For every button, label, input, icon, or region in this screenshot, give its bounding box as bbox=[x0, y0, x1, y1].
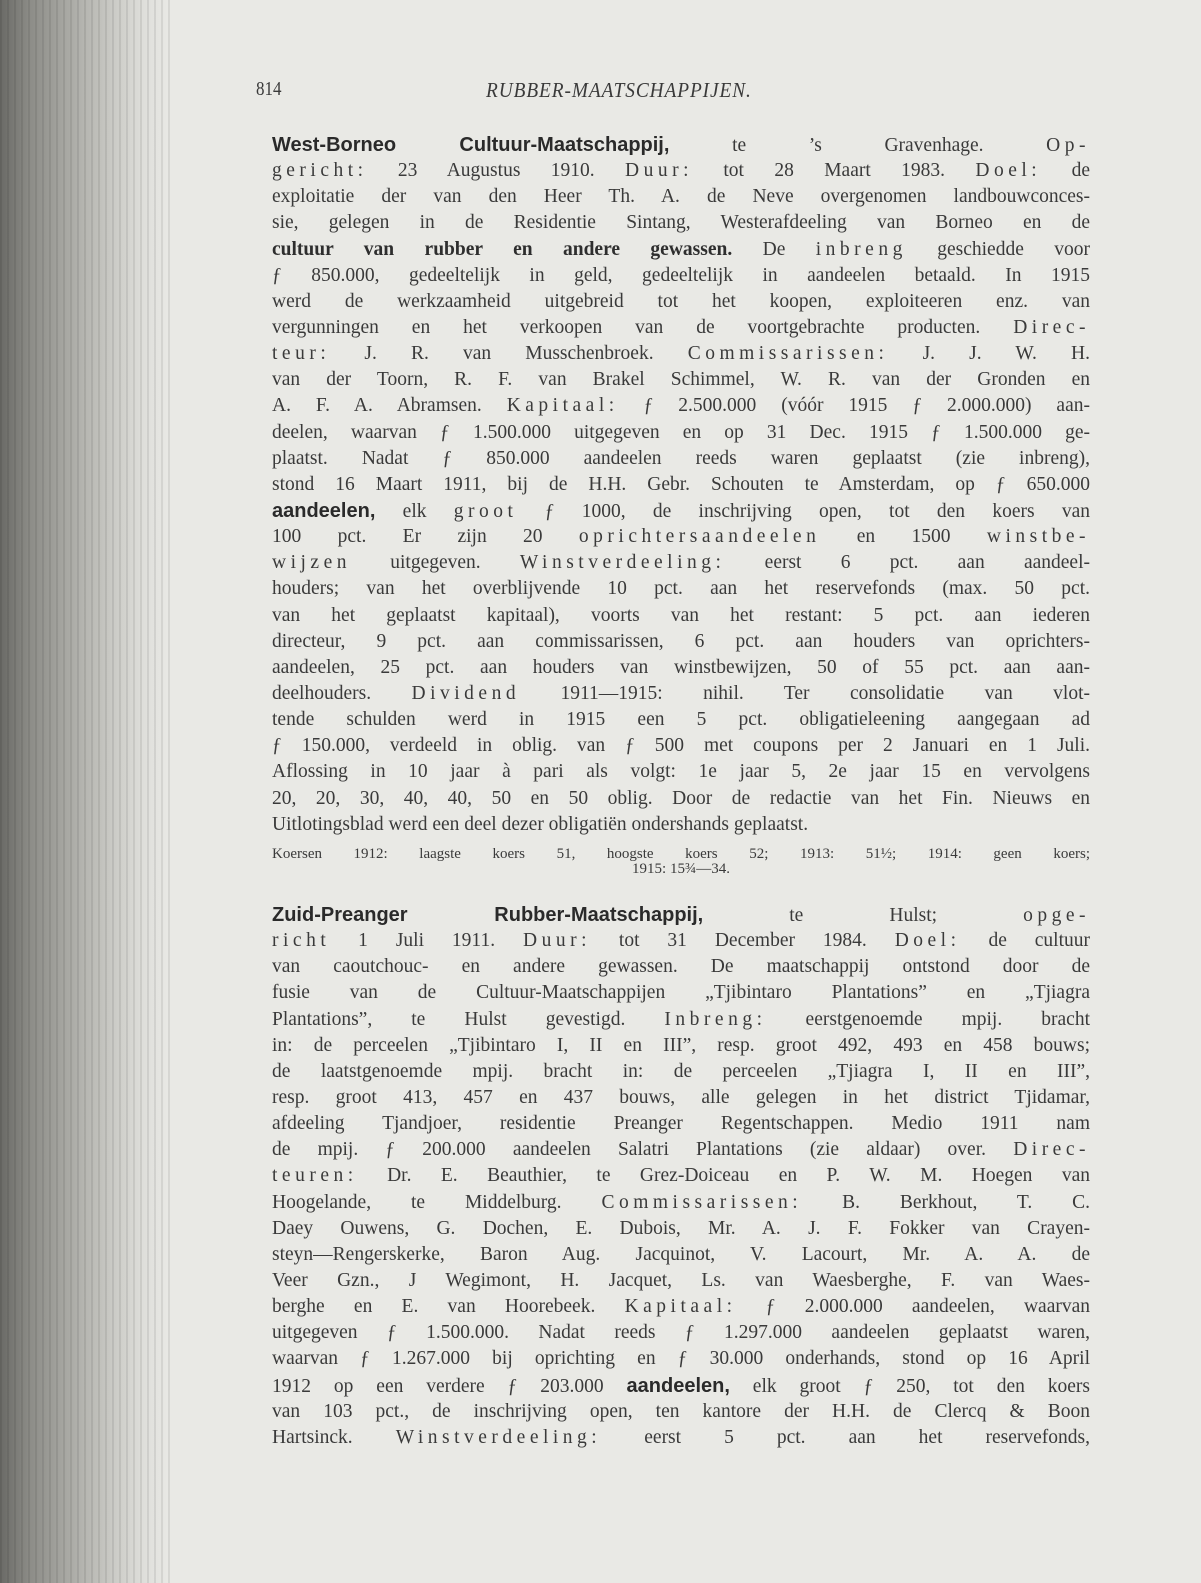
text-line bbox=[272, 1268, 1090, 1294]
text-line bbox=[272, 341, 1090, 367]
spaced-label: gericht: bbox=[272, 160, 368, 182]
text-segment: houders; van het overblijvende 10 pct. aan het reservefonds (max. 50 pct. bbox=[272, 578, 1090, 600]
text-line bbox=[272, 184, 1090, 210]
text-segment: van het geplaatst kapitaal), voorts van het restant: 5 pct. aan iederen bbox=[272, 604, 1090, 626]
text-line bbox=[272, 1216, 1090, 1242]
spaced-label: Dividend bbox=[411, 682, 521, 704]
text-segment: eerst 6 pct. aan aandeel- bbox=[725, 552, 1090, 574]
text-segment: ƒ 2.500.000 (vóór 1915 ƒ 2.000.000) aan- bbox=[618, 395, 1090, 417]
text-segment: fusie van de Cultuur-Maatschappijen „Tjibintaro Plantations” en „Tjiagra bbox=[272, 982, 1090, 1004]
text-line bbox=[272, 524, 1090, 550]
text-segment: de cultuur bbox=[960, 930, 1090, 952]
text-line bbox=[272, 707, 1090, 733]
spaced-label: Commissarissen: bbox=[601, 1191, 803, 1213]
koersen-note bbox=[272, 847, 1090, 877]
text-line bbox=[272, 954, 1090, 980]
entry-zuid-preanger bbox=[272, 902, 1090, 1451]
text-segment: B. Berkhout, T. C. bbox=[802, 1191, 1090, 1213]
text-line bbox=[272, 158, 1090, 184]
text-line bbox=[272, 681, 1090, 707]
text-line bbox=[272, 576, 1090, 602]
text-segment: te ’s Gravenhage. bbox=[669, 135, 1047, 156]
text-segment: deelhouders. bbox=[272, 682, 412, 704]
text-segment: en 1500 bbox=[820, 526, 987, 548]
text-segment: Daey Ouwens, G. Dochen, E. Dubois, Mr. A. J. F. Fokker van Crayen- bbox=[272, 1217, 1090, 1239]
text-line bbox=[272, 1320, 1090, 1346]
text-line bbox=[272, 1190, 1090, 1216]
text-line bbox=[272, 550, 1090, 576]
text-line bbox=[272, 263, 1090, 289]
text-line bbox=[272, 1033, 1090, 1059]
text-segment: resp. groot 413, 457 en 437 bouws, alle gelegen in het district Tjidamar, bbox=[272, 1086, 1090, 1108]
text-segment: Veer Gzn., J Wegimont, H. Jacquet, Ls. van Waesberghe, F. van Waes- bbox=[272, 1269, 1090, 1291]
text-segment: A. F. A. Abramsen. bbox=[272, 395, 507, 417]
spaced-label: inbreng bbox=[815, 238, 907, 260]
text-line bbox=[272, 1346, 1090, 1372]
text-segment: 20, 20, 30, 40, 40, 50 en 50 oblig. Door de redactie van het Fin. Nieuws en bbox=[272, 787, 1090, 809]
text-segment: Aflossing in 10 jaar à pari als volgt: 1e jaar 5, 2e jaar 15 en vervolgens bbox=[272, 761, 1090, 783]
text-line bbox=[272, 902, 1090, 928]
text-line bbox=[272, 928, 1090, 954]
spaced-label: Duur: bbox=[625, 160, 694, 182]
text-line bbox=[272, 1059, 1090, 1085]
text-segment: eerst 5 pct. aan het reservefonds, bbox=[601, 1426, 1091, 1448]
text-line bbox=[272, 367, 1090, 393]
text-segment: aandeelen, 25 pct. aan houders van winstbewijzen, 50 of 55 pct. aan aan- bbox=[272, 656, 1090, 678]
entry-west-borneo bbox=[272, 132, 1090, 838]
spaced-label: Kapitaal: bbox=[624, 1296, 737, 1318]
text-line bbox=[272, 210, 1090, 236]
spaced-label: teur: bbox=[272, 343, 331, 365]
spaced-label: Direc- bbox=[1013, 316, 1090, 338]
spaced-label: Commissarissen: bbox=[687, 343, 889, 365]
text-segment: Hoogelande, te Middelburg. bbox=[272, 1191, 602, 1213]
text-segment: van der Toorn, R. F. van Brakel Schimmel, W. R. van der Gronden en bbox=[272, 369, 1090, 391]
spaced-label: richt bbox=[272, 930, 331, 952]
text-segment: Plantations”, te Hulst gevestigd. bbox=[272, 1008, 665, 1030]
text-segment: van 103 pct., de inschrijving open, ten kantore der H.H. de Clercq & Boon bbox=[272, 1400, 1090, 1422]
text-segment: 1911—1915: nihil. Ter consolidatie van vlot- bbox=[520, 682, 1090, 704]
text-segment: eerstgenoemde mpij. bracht bbox=[766, 1008, 1090, 1030]
text-segment: 1 Juli 1911. bbox=[330, 930, 523, 952]
spaced-label: Doel: bbox=[975, 160, 1042, 182]
text-line bbox=[272, 812, 1090, 838]
text-line bbox=[272, 1399, 1090, 1425]
text-line bbox=[272, 498, 1090, 524]
text-segment: Uitlotingsblad werd een deel dezer obligatiën ondershands geplaatst. bbox=[272, 813, 809, 835]
text-segment: de mpij. ƒ 200.000 aandeelen Salatri Plantations (zie aldaar) over. bbox=[272, 1139, 1014, 1161]
text-segment: elk groot ƒ 250, tot den koers bbox=[729, 1375, 1091, 1397]
text-segment: tot 31 December 1984. bbox=[591, 930, 895, 952]
text-line bbox=[272, 132, 1090, 158]
spaced-label: Op- bbox=[1046, 135, 1090, 156]
text-segment: uitgegeven ƒ 1.500.000. Nadat reeds ƒ 1.297.000 aandeelen geplaatst waren, bbox=[272, 1322, 1090, 1344]
text-segment: ƒ 1000, de inschrijving open, tot den koers van bbox=[517, 500, 1090, 522]
text-segment: de laatstgenoemde mpij. bracht in: de perceelen „Tjiagra I, II en III”, bbox=[272, 1060, 1090, 1082]
text-line bbox=[272, 1294, 1090, 1320]
text-segment: geschiedde voor bbox=[906, 238, 1090, 260]
text-segment: vergunningen en het verkoopen van de voortgebrachte producten. bbox=[272, 316, 1014, 338]
spaced-label: oprichtersaandeelen bbox=[578, 526, 821, 548]
text-segment: berghe en E. van Hoorebeek. bbox=[272, 1296, 625, 1318]
text-segment: exploitatie der van den Heer Th. A. de Neve overgenomen landbouwconces- bbox=[272, 186, 1090, 208]
page-number: 814 bbox=[256, 78, 282, 100]
spaced-label: Doel: bbox=[894, 930, 961, 952]
spaced-label: Winstverdeeling: bbox=[395, 1426, 602, 1448]
text-segment: in: de perceelen „Tjibintaro I, II en III”, resp. groot 492, 493 en 458 bouws; bbox=[272, 1034, 1090, 1056]
company-name-bold: Zuid-Preanger Rubber-Maatschappij, bbox=[272, 904, 704, 926]
text-line bbox=[272, 786, 1090, 812]
text-line bbox=[272, 1425, 1090, 1451]
text-segment: ƒ 150.000, verdeeld in oblig. van ƒ 500 met coupons per 2 Januari en 1 Juli. bbox=[272, 735, 1090, 757]
text-line bbox=[272, 315, 1090, 341]
text-segment: directeur, 9 pct. aan commissarissen, 6 pct. aan houders van oprichters- bbox=[272, 630, 1090, 652]
text-segment: 100 pct. Er zijn 20 bbox=[272, 526, 579, 548]
spaced-label: Direc- bbox=[1013, 1139, 1090, 1161]
text-segment: werd de werkzaamheid uitgebreid tot het koopen, exploiteeren enz. van bbox=[272, 290, 1090, 312]
book-binding-edge bbox=[0, 0, 170, 1583]
spaced-label: wijzen bbox=[272, 552, 351, 574]
text-line bbox=[272, 1111, 1090, 1137]
text-line bbox=[272, 1373, 1090, 1399]
text-line bbox=[272, 629, 1090, 655]
koersen-line-2: 1915: 15¾—34. bbox=[632, 861, 730, 877]
text-line bbox=[272, 420, 1090, 446]
company-name-bold: aandeelen, bbox=[272, 499, 376, 522]
text-segment: de bbox=[1041, 160, 1090, 182]
text-line bbox=[272, 1085, 1090, 1111]
text-segment: stond 16 Maart 1911, bij de H.H. Gebr. Schouten te Amsterdam, op ƒ 650.000 bbox=[272, 473, 1090, 495]
text-segment: ƒ 850.000, gedeeltelijk in geld, gedeeltelijk in aandeelen betaald. In 1915 bbox=[272, 264, 1090, 286]
text-segment: J. R. van Musschenbroek. bbox=[330, 343, 688, 365]
company-name-bold: aandeelen, bbox=[626, 1374, 730, 1397]
text-line bbox=[272, 237, 1090, 263]
text-line bbox=[272, 446, 1090, 472]
text-segment: cultuur van rubber en andere gewassen. bbox=[272, 238, 733, 260]
text-segment: tot 28 Maart 1983. bbox=[693, 160, 976, 182]
text-segment: De bbox=[732, 238, 816, 260]
text-segment: uitgegeven. bbox=[350, 552, 520, 574]
text-segment: Hartsinck. bbox=[272, 1426, 396, 1448]
text-segment: te Hulst; bbox=[703, 905, 1024, 926]
text-segment: ƒ 2.000.000 aandeelen, waarvan bbox=[736, 1296, 1091, 1318]
spaced-label: teuren: bbox=[272, 1165, 358, 1187]
spaced-label: Duur: bbox=[523, 930, 591, 952]
text-line bbox=[272, 1007, 1090, 1033]
spaced-label: opge- bbox=[1023, 905, 1090, 926]
text-segment: elk bbox=[375, 500, 454, 522]
running-title: RUBBER-MAATSCHAPPIJEN. bbox=[486, 78, 752, 102]
text-segment: afdeeling Tjandjoer, residentie Preanger Regentschappen. Medio 1911 nam bbox=[272, 1113, 1090, 1135]
text-segment: waarvan ƒ 1.267.000 bij oprichting en ƒ 30.000 onderhands, stond op 16 April bbox=[272, 1348, 1090, 1370]
company-name-bold: West-Borneo Cultuur-Maatschappij, bbox=[272, 134, 670, 156]
text-line bbox=[272, 1137, 1090, 1163]
text-segment: sie, gelegen in de Residentie Sintang, Westerafdeeling van Borneo en de bbox=[272, 212, 1090, 234]
text-line bbox=[272, 472, 1090, 498]
text-segment: steyn—Rengerskerke, Baron Aug. Jacquinot, V. Lacourt, Mr. A. A. de bbox=[272, 1243, 1090, 1265]
text-line bbox=[272, 980, 1090, 1006]
text-line bbox=[272, 603, 1090, 629]
text-line bbox=[272, 733, 1090, 759]
text-segment: plaatst. Nadat ƒ 850.000 aandeelen reeds waren geplaatst (zie inbreng), bbox=[272, 447, 1090, 469]
text-segment: deelen, waarvan ƒ 1.500.000 uitgegeven en op 31 Dec. 1915 ƒ 1.500.000 ge- bbox=[272, 421, 1090, 443]
text-line bbox=[272, 289, 1090, 315]
text-line bbox=[272, 655, 1090, 681]
text-line bbox=[272, 1163, 1090, 1189]
spaced-label: groot bbox=[453, 500, 518, 522]
text-segment: J. J. W. H. bbox=[888, 343, 1090, 365]
spaced-label: Kapitaal: bbox=[506, 395, 619, 417]
text-segment: 1912 op een verdere ƒ 203.000 bbox=[272, 1375, 627, 1397]
text-line bbox=[272, 393, 1090, 419]
spaced-label: Inbreng: bbox=[664, 1008, 767, 1030]
text-line bbox=[272, 759, 1090, 785]
text-segment: Dr. E. Beauthier, te Grez-Doiceau en P. W. M. Hoegen van bbox=[357, 1165, 1090, 1187]
spaced-label: winstbe- bbox=[986, 526, 1091, 548]
koersen-line-1: Koersen 1912: laagste koers 51, hoogste koers 52; 1913: 51½; 1914: geen koers; bbox=[272, 846, 1090, 862]
text-segment: tende schulden werd in 1915 een 5 pct. obligatieleening aangegaan ad bbox=[272, 709, 1090, 731]
text-segment: van caoutchouc- en andere gewassen. De maatschappij ontstond door de bbox=[272, 956, 1090, 978]
text-line bbox=[272, 1242, 1090, 1268]
spaced-label: Winstverdeeling: bbox=[519, 552, 726, 574]
text-segment: 23 Augustus 1910. bbox=[367, 160, 626, 182]
